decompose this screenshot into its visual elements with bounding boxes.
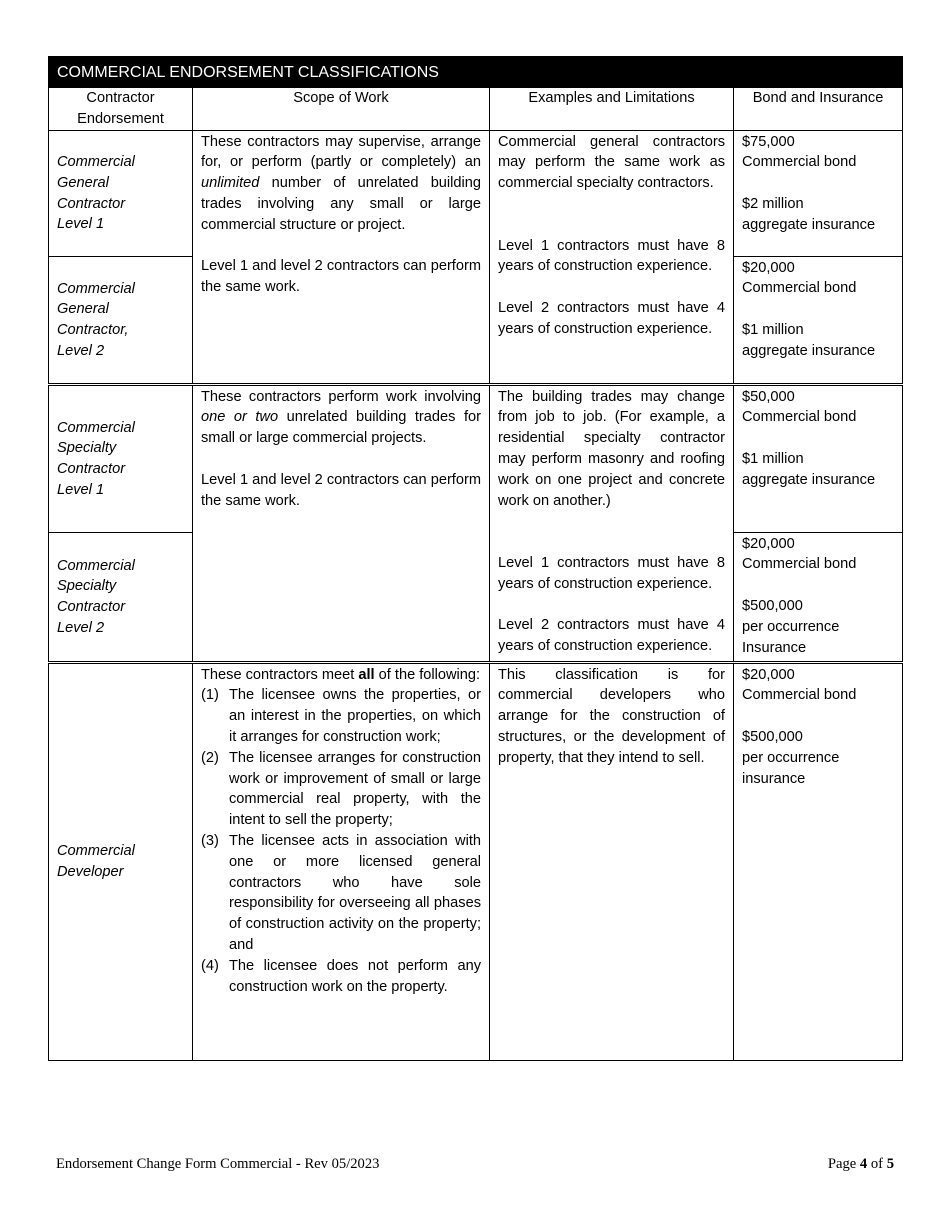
endorsement-cgc-level1: Commercial General Contractor Level 1 xyxy=(49,130,193,256)
examples-csc: The building trades may change from job to job. (For example, a residential specialty contractor may perform masonry and roofing work on one project and concrete work on another.) Level 1 contractors must have 8 years of construction experience. Level 2 contractors must have 4 years of construction experience. xyxy=(490,384,734,662)
bond-cd: $20,000 Commercial bond $500,000 per occurrence insurance xyxy=(734,662,903,1060)
header-bond-insurance: Bond and Insurance xyxy=(734,88,903,131)
column-headers xyxy=(49,88,903,131)
header-scope-of-work: Scope of Work xyxy=(193,88,490,131)
list-item: (1) The licensee owns the properties, or an interest in the properties, on which it arranges for construction work; xyxy=(201,687,481,745)
endorsement-cgc-level2: Commercial General Contractor, Level 2 xyxy=(49,256,193,384)
table-row xyxy=(49,384,903,532)
list-item: (3) The licensee acts in association with one or more licensed general contractors who have sole responsibility for overseeing all phases of construction activity on the property; and xyxy=(201,832,481,953)
header-contractor-endorsement: Contractor Endorsement xyxy=(49,88,193,131)
list-item: (2) The licensee arranges for construction work or improvement of small or large commercial real property, with the intent to sell the property; xyxy=(201,749,481,829)
classifications-table xyxy=(48,56,903,1061)
header-examples-limitations: Examples and Limitations xyxy=(490,88,734,131)
scope-csc: These contractors perform work involving one or two unrelated building trades for small or large commercial projects. Level 1 and level 2 contractors can perform the same work. xyxy=(193,384,490,662)
list-item: (4) The licensee does not perform any construction work on the property. xyxy=(201,957,481,995)
bond-cgc-level1: $75,000 Commercial bond $2 million aggregate insurance xyxy=(734,130,903,256)
scope-cd: These contractors meet all of the following: (1) The licensee owns the properties, or an interest in the properties, on which it arranges for construction work; (2) The licensee arranges for construction work or improvement of small or large commercial real property, with the intent to sell the property; (3) The licensee acts in association with one or more licensed general contractors who have sole responsibility for overseeing all phases of construction activity on the property; and (4) The licensee does not perform any construction work on the property. xyxy=(193,662,490,1060)
table-row xyxy=(49,662,903,1060)
endorsement-commercial-developer: Commercial Developer xyxy=(49,662,193,1060)
bond-csc-level2: $20,000 Commercial bond $500,000 per occurrence Insurance xyxy=(734,532,903,662)
requirements-list xyxy=(201,685,481,997)
bond-csc-level1: $50,000 Commercial bond $1 million aggregate insurance xyxy=(734,384,903,532)
examples-cd: This classification is for commercial developers who arrange for the construction of structures, or the development of property, that they intend to sell. xyxy=(490,662,734,1060)
table-row xyxy=(49,130,903,256)
endorsement-csc-level2: Commercial Specialty Contractor Level 2 xyxy=(49,532,193,662)
table-title: COMMERCIAL ENDORSEMENT CLASSIFICATIONS xyxy=(49,57,903,88)
endorsement-csc-level1: Commercial Specialty Contractor Level 1 xyxy=(49,384,193,532)
footer-page-number: Page 4 of 5 xyxy=(827,1156,894,1172)
scope-cgc: These contractors may supervise, arrange for, or perform (partly or completely) an unlimited number of unrelated building trades involving any small or large commercial structure or project. Level 1 and level 2 contractors can perform the same work. xyxy=(193,130,490,384)
examples-cgc: Commercial general contractors may perform the same work as commercial specialty contractors. Level 1 contractors must have 8 years of construction experience. Level 2 contractors must have 4 years of construction experience. xyxy=(490,130,734,384)
footer-form-name: Endorsement Change Form Commercial - Rev 05/2023 xyxy=(56,1156,380,1172)
bond-cgc-level2: $20,000 Commercial bond $1 million aggregate insurance xyxy=(734,256,903,384)
